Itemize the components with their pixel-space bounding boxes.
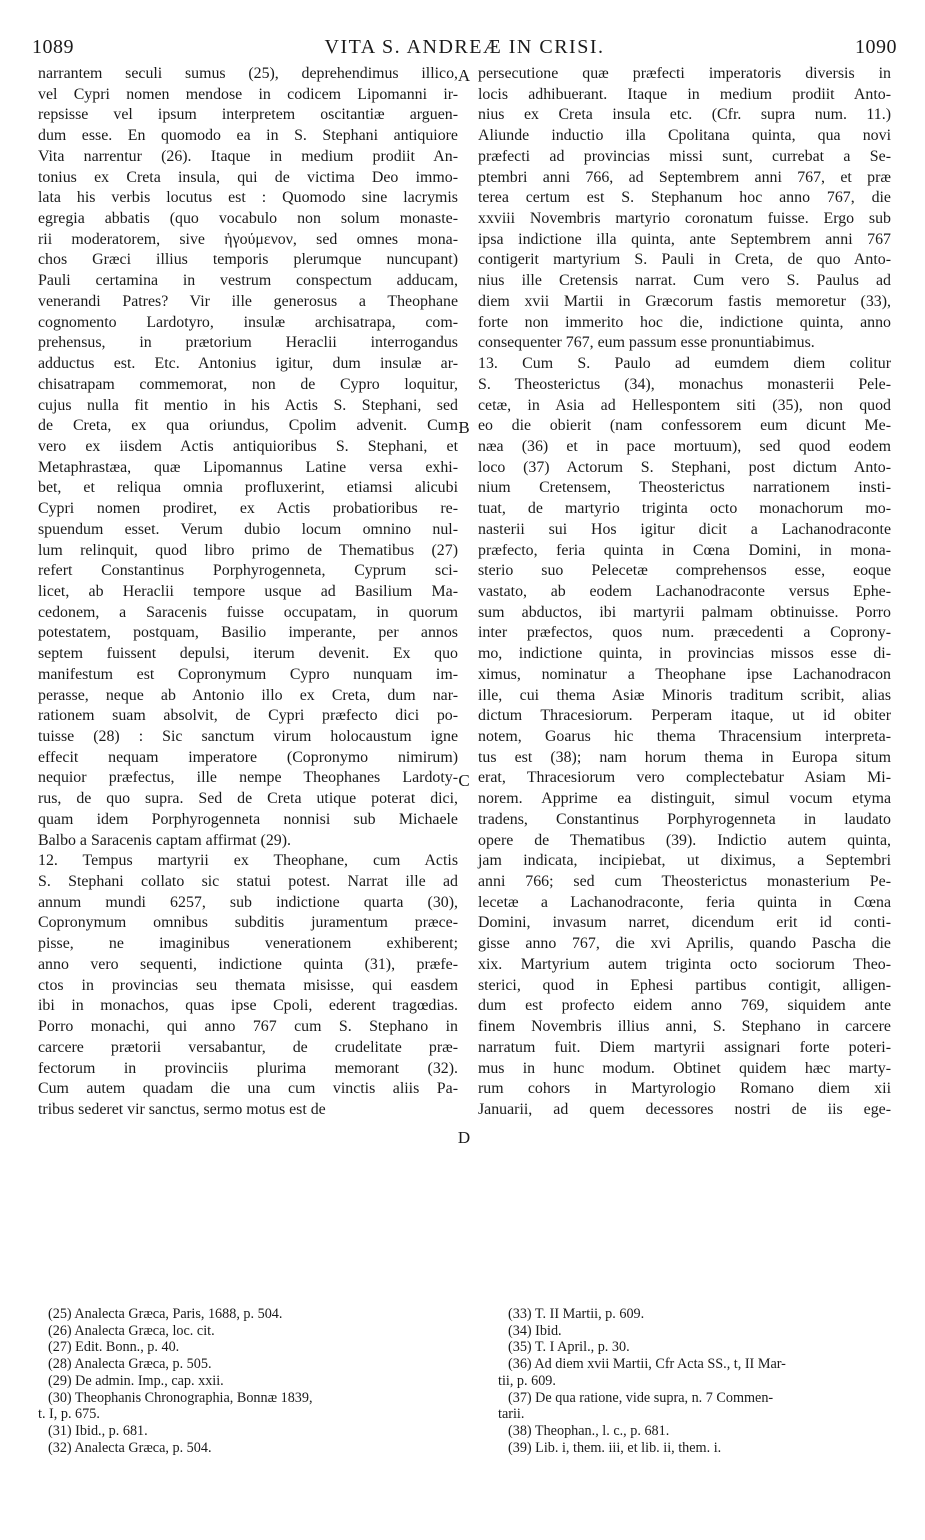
text-line: lum relinquit, quod libro primo de Thematibus (27)	[38, 541, 458, 559]
text-line: narrantem seculi sumus (25), deprehendimus illico,	[38, 65, 458, 82]
text-line: Aliunde inductio illa Cpolitana quinta, qua novi	[478, 127, 891, 145]
text-line: tuat, de martyrio triginta octo monachorum mo-	[478, 500, 891, 518]
text-line: sterici, quod in Ephesi partibus contigit, alligen-	[478, 976, 891, 994]
text-line: sterio suo Pelecetæ comprehensos esse, eoque	[478, 562, 891, 580]
text-line: jam indicata, incipiebat, ut diximus, a Septembri	[478, 852, 891, 870]
text-line: chos Græci illius temporis plerumque nuncupant)	[38, 251, 458, 269]
footnote: tii, p. 609.	[498, 1372, 556, 1389]
page-number-right: 1090	[855, 36, 897, 58]
text-line: septem fuissent depulsi, iterum devenit. Ex quo	[38, 645, 458, 663]
text-line: ibi in monachos, quas ipse Cpoli, ederent tragœdias.	[38, 997, 458, 1015]
text-line: Domini, invasum narret, dicendum erit id conti-	[478, 914, 891, 932]
footnote: t. I, p. 675.	[38, 1406, 100, 1423]
footnote: (36) Ad diem xvii Martii, Cfr Acta SS., t, II Mar-	[508, 1356, 786, 1373]
text-line: forte non immerito hoc die, indictione quinta, anno	[478, 313, 891, 331]
footnote: (28) Analecta Græca, p. 505.	[48, 1356, 212, 1373]
text-line: anno vero sequenti, indictione quinta (31), præfe-	[38, 955, 458, 973]
text-line: dictum Thracesiorum. Perperam itaque, ut id obiter	[478, 707, 891, 725]
text-line: terea certum est S. Stephanum hoc anno 767, die	[478, 189, 891, 207]
text-line: vastato, ab eodem Lachanodraconte versus Ephe-	[478, 582, 891, 600]
text-line: nequior præfectus, ille nempe Theophanes Lardoty-	[38, 769, 458, 787]
text-line: rii moderatorem, sive ἡγούμενον, sed omnes mona-	[38, 230, 458, 248]
page-header	[32, 36, 897, 62]
text-line: ximus, nominatur a Theophane ipse Lachanodracon	[478, 665, 891, 683]
text-line: præfecti ad provincias missi sunt, currebat a Se-	[478, 147, 891, 165]
text-line: nius ille Cretensis narrat. Cum vero S. Paulus ad	[478, 272, 891, 290]
text-line: notem, Goarus hic thema Thracensium interpreta-	[478, 728, 891, 745]
text-line: refert Constantinus Porphyrogenneta, Cyprum sci-	[38, 562, 458, 580]
text-line: ipsa indictione illa quinta, ante Septembrem anni 767	[478, 230, 891, 248]
text-line: fectorum in provinciis plurima memorant (32).	[38, 1059, 458, 1077]
text-line: tus est (38); nam horum thema in Europa situm	[478, 748, 891, 766]
text-line: repsisse vel ipsum interpretem oscitantiæ arguen-	[38, 106, 458, 124]
text-line: chisatrapam commemorat, non de Cypro loquitur,	[38, 375, 458, 393]
margin-marker-c: C	[458, 771, 470, 790]
text-line: vel Cypri nomen mendose in codicem Lipomanni ir-	[38, 85, 458, 103]
footnote: (29) De admin. Imp., cap. xxii.	[48, 1372, 224, 1389]
text-line: cujus nulla fit mentio in his Actis S. Stephani, sed	[38, 396, 458, 414]
running-title: VITA S. ANDREÆ IN CRISI.	[324, 36, 605, 58]
text-line: adductus est. Etc. Antonius igitur, dum insulæ ar-	[38, 355, 458, 373]
text-line: lecetæ a Lachanodraconte, feria quinta in Cœna	[478, 893, 891, 911]
text-line: lata his verbis locutus est : Quomodo sine lacrymis	[38, 189, 458, 207]
text-line: venerandi Patres? Vir ille generosus a Theophane	[38, 292, 458, 310]
text-line: vero ex iisdem Actis antiquioribus S. Stephani, et	[38, 437, 458, 455]
footnote: (25) Analecta Græca, Paris, 1688, p. 504.	[48, 1306, 283, 1322]
text-line: nasterii sui Hos igitur dicit a Lachanodraconte	[478, 520, 891, 538]
text-line: Pauli certamina in vestrum conspectum adducam,	[38, 272, 458, 290]
text-line: 12. Tempus martyrii ex Theophane, cum Actis	[38, 852, 458, 870]
text-line: xxviii Novembris martyrio coronatum fuisse. Ergo sub	[478, 210, 891, 228]
text-line: rationem suam absolvit, de Cypri præfecto dici po-	[38, 707, 458, 725]
text-line: opere de Thematibus (39). Indictio autem quinta,	[478, 831, 891, 849]
footnote: (26) Analecta Græca, loc. cit.	[48, 1322, 215, 1339]
footnote: (39) Lib. i, them. iii, et lib. ii, them. i.	[508, 1439, 722, 1456]
text-line: Cypri nomen prodiret, ex Actis probatioribus re-	[38, 500, 458, 518]
text-line: diem xvii Martii in Græcorum fastis memoretur (33),	[478, 292, 891, 310]
footnote: (38) Theophan., l. c., p. 681.	[508, 1422, 670, 1439]
text-line: dum est profecto eidem anno 769, siquidem ante	[478, 997, 891, 1015]
text-line: ptembri anni 766, ad Septembrem anni 767, et præ	[478, 168, 891, 186]
text-line: narratum fuit. Diem martyrii assignari forte poteri-	[478, 1038, 891, 1056]
text-line: S. Theosterictus (34), monachus monasterii Pele-	[478, 375, 891, 393]
text-line: pisse, ne imaginibus venerationem exhiberent;	[38, 935, 458, 953]
text-line: xix. Martyrium autem triginta octo sociorum Theo-	[478, 955, 891, 973]
margin-marker-b: B	[458, 418, 470, 437]
text-line: persecutione quæ præfecti imperatoris diversis in	[478, 65, 891, 82]
right-footnotes	[498, 1306, 893, 1456]
text-line: perasse, neque ab Antonio illo ex Creta, dum nar-	[38, 686, 458, 704]
text-line: effecit nequam imperatore (Copronymo nimirum)	[38, 748, 458, 766]
text-line: bet, et reliqua omnia profluxerint, etiamsi alicubi	[38, 479, 458, 497]
footnote: (35) T. I April., p. 30.	[508, 1339, 630, 1356]
text-line: dum esse. En quomodo ea in S. Stephani antiquiore	[38, 127, 458, 145]
text-line: tradens, Constantinus Porphyrogenneta in laudato	[478, 810, 891, 828]
page-number-left: 1089	[32, 36, 74, 58]
text-line: eo die obierit (nam confessorem eum dicunt Me-	[478, 417, 891, 435]
text-line: cetæ, in Asia ad Hellespontem siti (35), non quod	[478, 396, 891, 414]
text-line: Porro monachi, qui anno 767 cum S. Stephano in	[38, 1018, 458, 1036]
text-line: ille, cui thema Asiæ Minoris traditum scribit, alias	[478, 686, 891, 704]
text-line: consequenter 767, eum passum esse pronuntiabimus.	[478, 334, 815, 352]
footnote: (34) Ibid.	[508, 1322, 562, 1339]
text-line: finem Novembris illius anni, S. Stephano in carcere	[478, 1018, 891, 1036]
text-line: gisse anno 767, die xvi Aprilis, quando Pascha die	[478, 935, 891, 953]
text-line: loco (37) Actorum S. Stephani, post dictum Anto-	[478, 458, 891, 476]
text-line: rus, de quo supra. Sed de Creta utique poterat dici,	[38, 790, 458, 808]
footnote: (33) T. II Martii, p. 609.	[508, 1306, 645, 1322]
footnote: (30) Theophanis Chronographia, Bonnæ 1839,	[48, 1389, 313, 1406]
text-line: Vita narrentur (26). Itaque in medium prodiit An-	[38, 147, 458, 165]
text-line: præfecto, feria quinta in Cœna Domini, in mona-	[478, 541, 891, 559]
text-line: anni 766; sed cum Theosterictus monasterium Pe-	[478, 873, 891, 891]
text-line: mus in hunc modum. Obtinet quidem hæc marty-	[478, 1059, 891, 1077]
footnote: (27) Edit. Bonn., p. 40.	[48, 1339, 180, 1356]
text-line: mo, indictione quinta, in provincias missos esse di-	[478, 645, 891, 663]
text-line: prehensus, in prætorium Heraclii interrogandus	[38, 334, 458, 352]
text-line: carcere prætorii versabantur, de crudelitate præ-	[38, 1038, 458, 1056]
footnote: (31) Ibid., p. 681.	[48, 1422, 148, 1439]
text-line: Cum autem quadam die una cum vinctis aliis Pa-	[38, 1080, 458, 1098]
footnote: tarii.	[498, 1406, 525, 1423]
footnote: (32) Analecta Græca, p. 504.	[48, 1439, 212, 1456]
text-line: S. Stephani collato sic statui potest. Narrat ille ad	[38, 873, 458, 891]
margin-marker-a: A	[457, 66, 471, 85]
text-line: cedonem, a Saracenis fuisse occupatam, in quorum	[38, 603, 458, 621]
text-line: egregia abbatis (quo vocabulo non solum monaste-	[38, 210, 458, 228]
text-line: inter præfectos, quos num. præcedenti a Coprony-	[478, 624, 891, 642]
margin-marker-d: D	[457, 1128, 471, 1147]
text-line: manifestum est Copronymum Cypro nunquam im-	[38, 665, 458, 683]
text-line: sum abductos, ibi martyrii palmam obtinuisse. Porro	[478, 603, 891, 621]
text-line: tuisse (28) : Sic sanctum virum holocaustum igne	[38, 728, 458, 745]
text-line: rum cohors in Martyrologio Romano diem xii	[478, 1080, 891, 1098]
left-footnotes	[38, 1306, 458, 1456]
text-line: spuendum esset. Verum dubio locum omnino nul-	[38, 520, 458, 538]
text-line: licet, ab Heraclii tempore usque ad Basilium Ma-	[38, 582, 458, 600]
right-text-column	[478, 64, 891, 1121]
text-line: norem. Apprime ea distinguit, simul vocum etyma	[478, 790, 891, 808]
text-line: locis adhibuerant. Itaque in medium prodiit Anto-	[478, 85, 891, 103]
text-line: nius ex Creta insula etc. (Cfr. supra num. 11.)	[478, 106, 891, 124]
text-line: Metaphrastæa, quæ Lipomannus Latine versa exhi-	[38, 458, 458, 476]
text-line: potestatem, postquam, Basilio imperante, per annos	[38, 624, 458, 642]
text-line: contigerit martyrium S. Pauli in Creta, de quo Anto-	[478, 251, 891, 269]
text-line: de Creta, ex qua oriundus, Cpolim advenit. Cum	[38, 417, 458, 435]
text-line: 13. Cum S. Paulo ad eumdem diem colitur	[478, 355, 891, 373]
text-line: quam idem Porphyrogenneta nonnisi sub Michaele	[38, 810, 458, 828]
text-line: annum mundi 6257, sub indictione quarta (30),	[38, 893, 458, 911]
text-line: erat, Thracesiorum vero complectebatur Asiam Mi-	[478, 769, 891, 787]
text-line: Copronymum omnibus subditis juramentum præce-	[38, 914, 458, 932]
text-line: tribus sederet vir sanctus, sermo motus est de	[38, 1100, 326, 1118]
text-line: nium Cretensem, Theosterictus narrationem insti-	[478, 479, 891, 497]
text-line: næa (36) et in pace mortuum), sed quod eodem	[478, 437, 891, 455]
footnote: (37) De qua ratione, vide supra, n. 7 Commen-	[508, 1389, 774, 1406]
text-line: Balbo a Saracenis captam affirmat (29).	[38, 831, 291, 849]
text-line: ctos in provincias seu themata misisse, qui easdem	[38, 976, 458, 994]
text-line: Januarii, ad quem decessores nostri de iis ege-	[478, 1100, 891, 1118]
left-text-column	[38, 64, 458, 1121]
text-line: tonius ex Creta insula, qui de victima Deo immo-	[38, 168, 458, 186]
text-line: cognomento Lardotyro, insulæ archisatrapa, com-	[38, 313, 458, 331]
